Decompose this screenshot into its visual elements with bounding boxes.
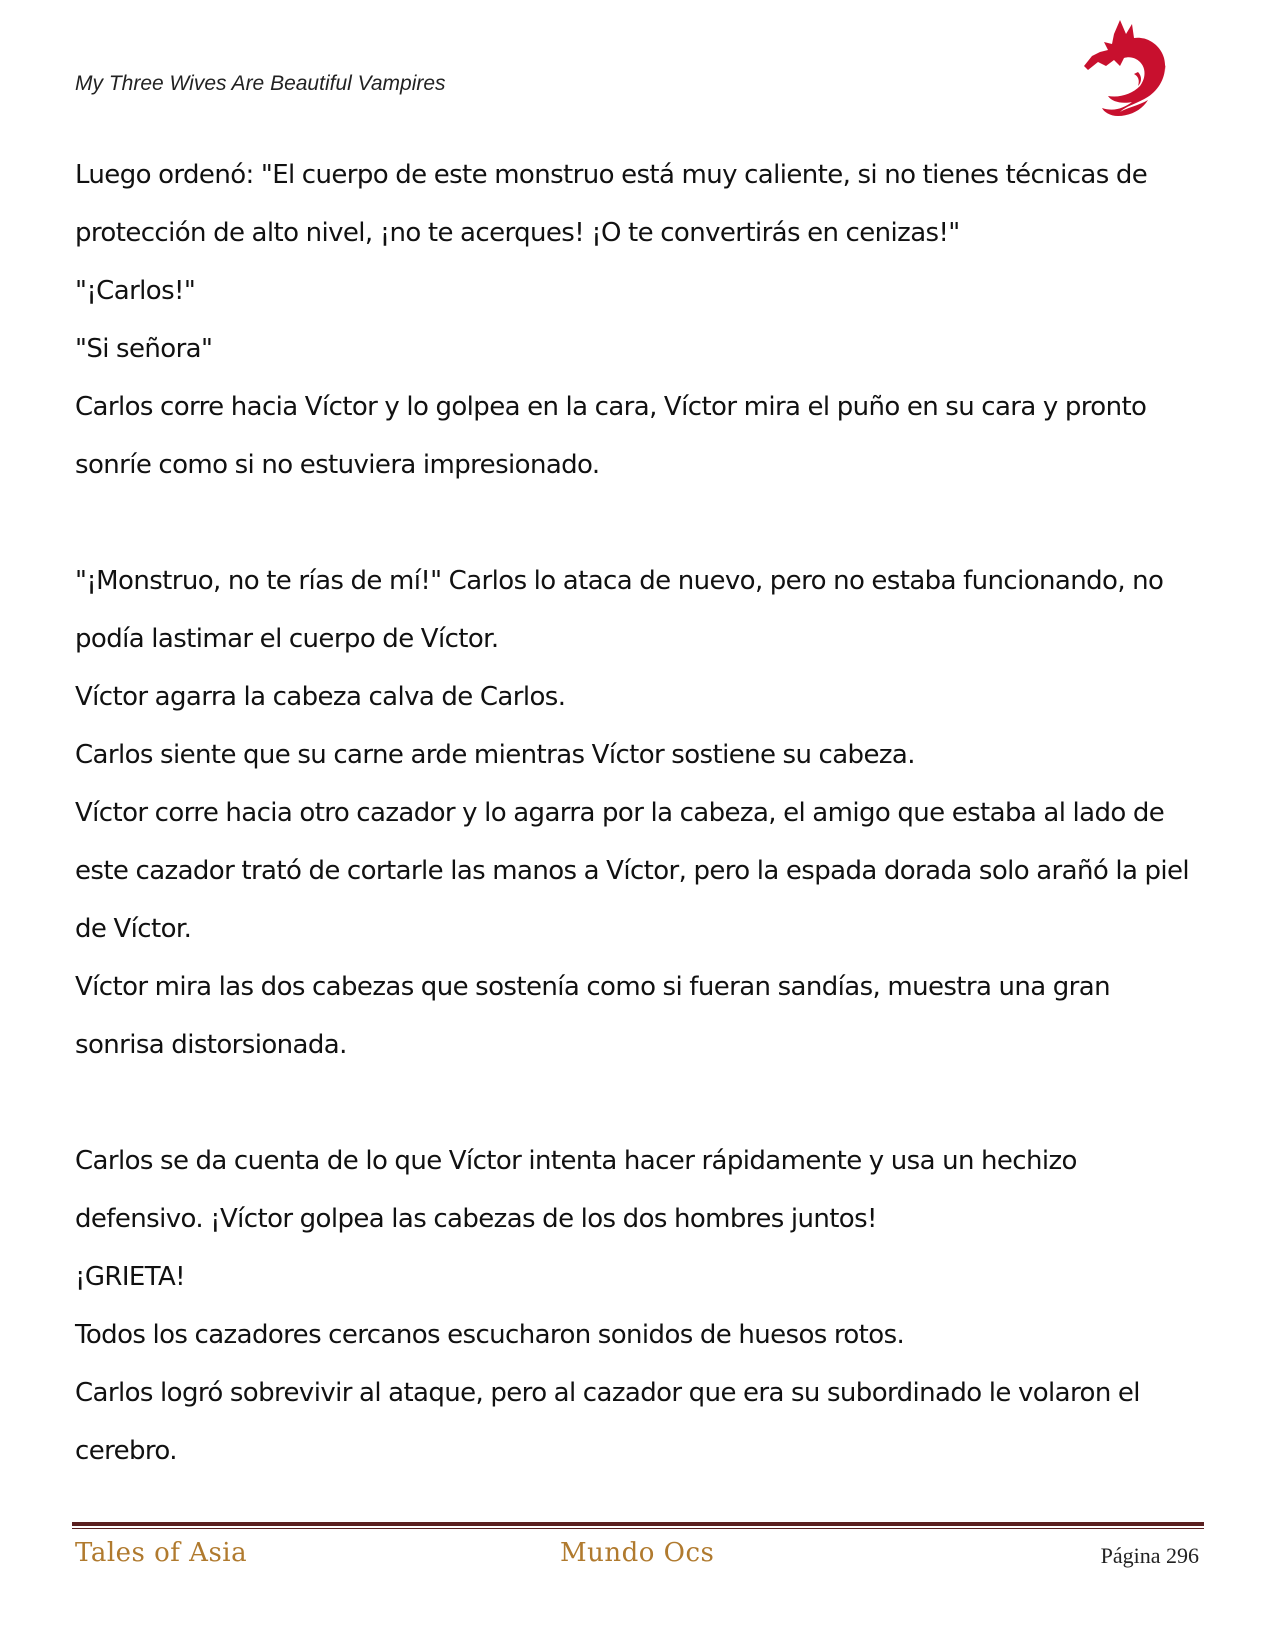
document-body xyxy=(75,146,1195,1480)
footer-left-text: Tales of Asia xyxy=(75,1538,248,1568)
page-number: Página 296 xyxy=(1100,1543,1199,1568)
document-header-title: My Three Wives Are Beautiful Vampires xyxy=(75,72,446,95)
paragraph: Carlos siente que su carne arde mientras Víctor sostiene su cabeza. xyxy=(75,740,915,770)
paragraph: "¡Carlos!" xyxy=(75,276,196,306)
paragraph: "Si señora" xyxy=(75,334,213,364)
tales-of-asia-logo xyxy=(1080,16,1178,138)
footer-divider xyxy=(72,1522,1204,1529)
paragraph: Carlos logró sobrevivir al ataque, pero al cazador que era su subordinado le volaron el cerebro. xyxy=(75,1378,1140,1466)
paragraph: Carlos corre hacia Víctor y lo golpea en la cara, Víctor mira el puño en su cara y pronto sonríe como si no estuviera impresionado. xyxy=(75,392,1147,480)
paragraph: Carlos se da cuenta de lo que Víctor intenta hacer rápidamente y usa un hechizo defensivo. ¡Víctor golpea las cabezas de los dos hombres juntos! xyxy=(75,1146,1077,1234)
paragraph: Luego ordenó: "El cuerpo de este monstruo está muy caliente, si no tienes técnicas de protección de alto nivel, ¡no te acerques! ¡O te convertirás en cenizas!" xyxy=(75,160,1148,248)
paragraph: ¡GRIETA! xyxy=(75,1262,186,1292)
paragraph: Víctor corre hacia otro cazador y lo agarra por la cabeza, el amigo que estaba al lado de este cazador trató de cortarle las manos a Víctor, pero la espada dorada solo arañó la piel de Víctor. xyxy=(75,798,1190,944)
footer-center-text: Mundo Ocs xyxy=(560,1538,715,1568)
paragraph: Todos los cazadores cercanos escucharon sonidos de huesos rotos. xyxy=(75,1320,905,1350)
paragraph: Víctor mira las dos cabezas que sostenía como si fueran sandías, muestra una gran sonrisa distorsionada. xyxy=(75,972,1110,1060)
paragraph: "¡Monstruo, no te rías de mí!" Carlos lo ataca de nuevo, pero no estaba funcionando, no podía lastimar el cuerpo de Víctor. xyxy=(75,566,1164,654)
paragraph: Víctor agarra la cabeza calva de Carlos. xyxy=(75,682,566,712)
